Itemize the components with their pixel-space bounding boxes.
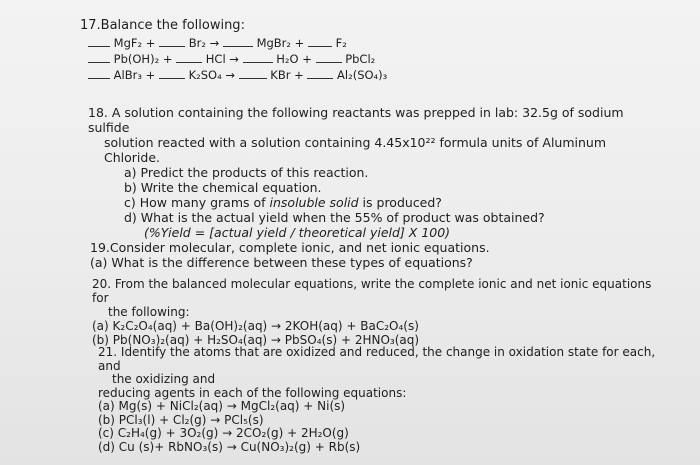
q18-line-1: 18. A solution containing the following reactants was prepped in lab: 32.5g of sodium sulfide (88, 105, 624, 135)
q21-line-3: reducing agents in each of the following equations: (98, 385, 407, 400)
answer-blank[interactable] (88, 68, 110, 79)
q19-block (90, 240, 650, 270)
answer-blank[interactable] (223, 36, 253, 47)
q19-line-1: 19.Consider molecular, complete ionic, and net ionic equations. (90, 240, 490, 255)
answer-blank[interactable] (159, 68, 185, 79)
q19-line-2: (a) What is the difference between these types of equations? (90, 255, 473, 270)
q17-title: 17.Balance the following: (80, 18, 245, 33)
q20-line-1: 20. From the balanced molecular equations, write the complete ionic and net ionic equations for (92, 277, 652, 305)
q17-equation-2 (88, 52, 375, 66)
q17-r2-term-a: Pb(OH)₂ + (113, 52, 173, 66)
q17-r2-term-d: PbCl₂ (345, 52, 376, 66)
answer-blank[interactable] (88, 36, 110, 47)
q18-block (88, 105, 648, 240)
q17-r1-term-c: MgBr₂ + (256, 36, 305, 50)
q20-part-a: (a) K₂C₂O₄(aq) + Ba(OH)₂(aq) → 2KOH(aq) + BaC₂O₄(s) (92, 319, 419, 333)
q18-part-d: d) What is the actual yield when the 55% of product was obtained? (124, 210, 545, 225)
answer-blank[interactable] (243, 52, 273, 63)
answer-blank[interactable] (316, 52, 342, 63)
q20-block (92, 277, 652, 347)
q17-r1-term-a: MgF₂ + (113, 36, 156, 50)
q17-equation-1 (88, 36, 347, 50)
q17-equation-3 (88, 68, 387, 82)
answer-blank[interactable] (239, 68, 267, 79)
q17-r3-term-d: Al₂(SO₄)₃ (337, 68, 388, 82)
answer-blank[interactable] (176, 52, 202, 63)
q17-r1-term-b: Br₂ → (188, 36, 220, 50)
q18-part-c (88, 195, 648, 210)
answer-blank[interactable] (307, 68, 333, 79)
answer-blank[interactable] (308, 36, 332, 47)
q20-line-2: the following: (108, 305, 190, 319)
q18-part-c-prefix: c) How many grams of (124, 195, 270, 210)
q21-block (98, 346, 658, 454)
q17-r2-term-c: H₂O + (276, 52, 312, 66)
q21-part-c: (c) C₂H₄(g) + 3O₂(g) → 2CO₂(g) + 2H₂O(g) (98, 426, 349, 440)
q18-part-a: a) Predict the products of this reaction. (124, 165, 369, 180)
q17-r3-term-b: K₂SO₄ → (188, 68, 235, 82)
q21-line-1: 21. Identify the atoms that are oxidized and reduced, the change in oxidation state for each, and (98, 345, 656, 373)
q18-line-2: solution reacted with a solution containing 4.45x10²² formula units of Aluminum Chloride. (104, 135, 607, 165)
q20-part-b: (b) Pb(NO₃)₂(aq) + H₂SO₄(aq) → PbSO₄(s) + 2HNO₃(aq) (92, 333, 420, 347)
q17-r1-term-d: F₂ (335, 36, 347, 50)
q18-part-c-italic: insoluble solid (269, 195, 359, 210)
answer-blank[interactable] (88, 52, 110, 63)
q21-part-a: (a) Mg(s) + NiCl₂(aq) → MgCl₂(aq) + Ni(s) (98, 399, 346, 413)
q21-part-d: (d) Cu (s)+ RbNO₃(s) → Cu(NO₃)₂(g) + Rb(s) (98, 439, 361, 454)
q17-r3-term-c: KBr + (270, 68, 304, 82)
q21-line-2: the oxidizing and (112, 372, 216, 386)
q21-part-b: (b) PCl₃(l) + Cl₂(g) → PCl₅(s) (98, 412, 264, 427)
q17-r2-term-b: HCl → (205, 52, 239, 66)
answer-blank[interactable] (159, 36, 185, 47)
q18-part-b: b) Write the chemical equation. (124, 180, 322, 195)
q17-r3-term-a: AlBr₃ + (113, 68, 156, 82)
q18-yield-formula: (%Yield = [actual yield / theoretical yield] X 100) (144, 225, 451, 240)
q18-part-c-suffix: is produced? (358, 195, 442, 210)
